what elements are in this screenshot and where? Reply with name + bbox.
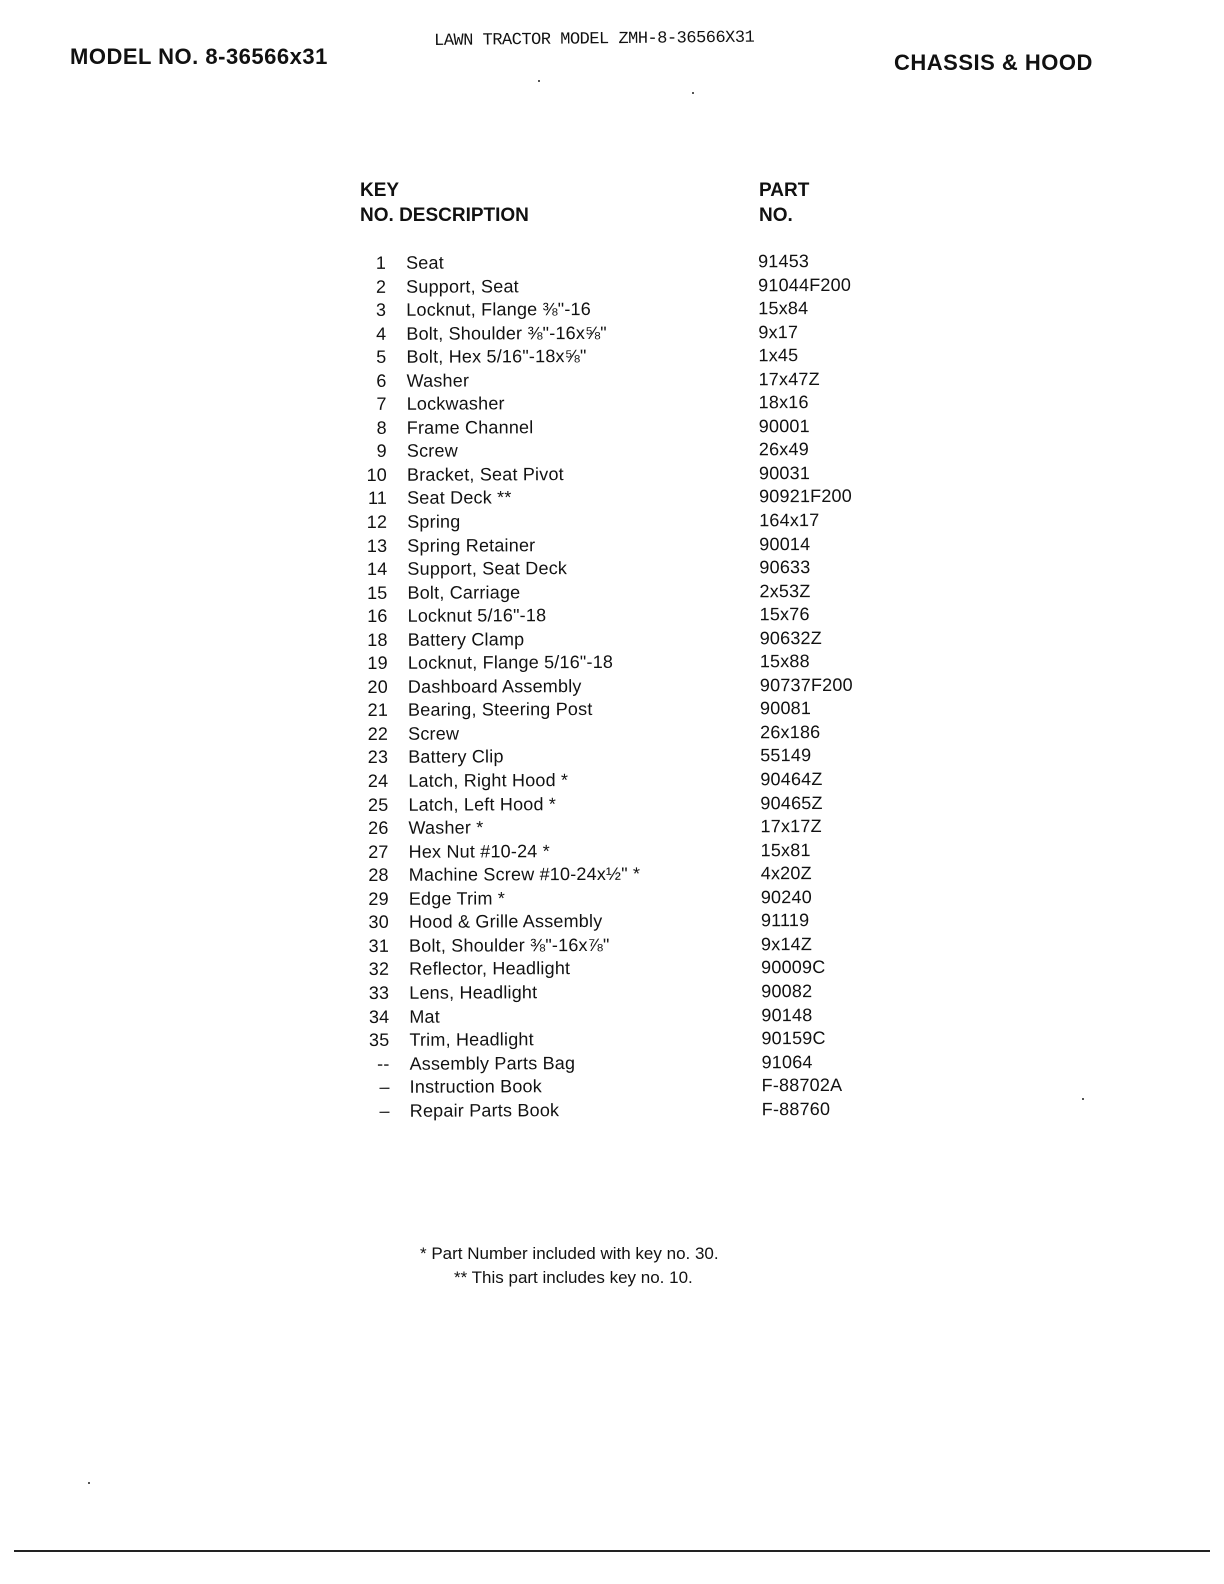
table-row <box>361 838 921 864</box>
part-number: 90001 <box>758 415 810 437</box>
part-number: 15x81 <box>760 839 811 860</box>
part-number: 90240 <box>760 886 812 908</box>
table-row <box>359 579 919 605</box>
part-number: 15x88 <box>759 651 810 672</box>
part-number: 90632Z <box>759 627 822 649</box>
part-number: 26x49 <box>758 439 809 460</box>
table-row <box>362 1097 922 1123</box>
part-description: Reflector, Headlight <box>409 958 571 980</box>
part-number: 90082 <box>761 980 813 1002</box>
part-description: Hood & Grille Assembly <box>408 911 603 933</box>
part-description: Seat <box>406 252 444 273</box>
part-number: 1x45 <box>758 345 799 366</box>
part-description: Bracket, Seat Pivot <box>406 464 564 485</box>
part-description: Bearing, Steering Post <box>407 699 593 721</box>
section-title: CHASSIS & HOOD <box>894 50 1093 75</box>
key-number: – <box>379 1077 390 1098</box>
header-part: PART <box>759 180 810 201</box>
part-number: F-88702A <box>761 1075 843 1096</box>
part-number: 90737F200 <box>759 674 853 696</box>
part-description: Bolt, Shoulder ⅜"-16x⅞" <box>408 934 610 956</box>
table-row <box>360 603 920 629</box>
key-number: -- <box>377 1053 390 1074</box>
table-row <box>359 485 919 511</box>
key-number: 6 <box>376 370 387 391</box>
table-row <box>360 697 920 723</box>
key-number: 5 <box>376 347 387 368</box>
part-description: Frame Channel <box>406 417 534 438</box>
part-number: 91453 <box>758 251 810 272</box>
key-number: 34 <box>368 1006 390 1027</box>
tractor-model-stamp: LAWN TRACTOR MODEL ZMH-8-36566X31 <box>434 28 755 51</box>
part-number: 9x14Z <box>760 933 813 955</box>
part-description: Washer * <box>408 817 484 838</box>
part-number: 90009C <box>761 957 826 978</box>
key-number: 19 <box>367 653 388 674</box>
table-row <box>362 1074 922 1100</box>
part-number: 55149 <box>760 745 812 766</box>
part-number: 90031 <box>758 462 811 484</box>
table-row <box>360 791 920 817</box>
table-row <box>360 815 920 841</box>
table-row <box>359 556 919 582</box>
part-number: 91119 <box>760 910 810 931</box>
table-row <box>360 768 920 794</box>
key-number: 18 <box>367 629 388 650</box>
part-description: Assembly Parts Bag <box>409 1052 576 1074</box>
part-number: 18x16 <box>758 392 809 413</box>
part-number: 90159C <box>761 1028 826 1049</box>
key-number: 15 <box>367 582 388 603</box>
part-description: Edge Trim * <box>408 888 506 909</box>
part-number: F-88760 <box>761 1098 831 1119</box>
model-number: MODEL NO. 8-36566x31 <box>70 44 328 69</box>
part-description: Trim, Headlight <box>409 1029 534 1050</box>
part-number: 15x84 <box>758 298 809 319</box>
key-number: 13 <box>366 535 388 556</box>
part-description: Screw <box>406 440 458 462</box>
part-description: Support, Seat <box>406 275 519 297</box>
table-row <box>359 461 919 487</box>
table-row <box>360 744 920 770</box>
key-number: 8 <box>376 417 387 438</box>
key-number: 29 <box>368 888 389 909</box>
key-number: 2 <box>375 276 387 297</box>
part-number: 90014 <box>759 533 811 554</box>
footnote-single-star: * Part Number included with key no. 30. <box>420 1244 719 1263</box>
key-number: 24 <box>367 770 389 791</box>
scan-speck <box>1082 1098 1084 1100</box>
table-row <box>361 1003 921 1029</box>
header-description-label: DESCRIPTION <box>399 205 529 226</box>
key-number: 22 <box>367 723 389 744</box>
part-description: Repair Parts Book <box>409 1099 560 1121</box>
part-number: 90465Z <box>760 792 823 813</box>
table-row <box>361 862 921 888</box>
part-description: Machine Screw #10-24x½" * <box>408 863 641 886</box>
part-number: 90633 <box>759 557 811 578</box>
header-description <box>360 203 529 229</box>
part-description: Spring <box>407 511 461 532</box>
table-row <box>361 909 921 935</box>
scan-speck <box>538 80 540 82</box>
table-row <box>359 438 919 464</box>
table-row <box>358 320 918 346</box>
part-description: Washer <box>406 370 470 391</box>
part-number: 26x186 <box>760 721 821 743</box>
key-number: 7 <box>376 394 387 415</box>
key-number: 12 <box>366 511 388 532</box>
table-row <box>358 250 918 276</box>
part-description: Lens, Headlight <box>409 982 538 1003</box>
table-row <box>361 932 921 958</box>
key-number: 3 <box>375 299 387 321</box>
part-description: Hex Nut #10-24 * <box>408 840 550 862</box>
part-number: 90148 <box>761 1004 813 1025</box>
key-number: 26 <box>368 817 389 839</box>
key-number: 4 <box>376 323 387 344</box>
part-number: 90464Z <box>760 769 823 790</box>
part-number: 2x53Z <box>759 580 811 601</box>
table-row <box>359 509 919 535</box>
part-number: 164x17 <box>759 510 820 531</box>
key-number: 10 <box>366 464 388 485</box>
part-description: Support, Seat Deck <box>407 558 568 579</box>
part-description: Screw <box>408 723 460 744</box>
key-number: 14 <box>366 558 388 580</box>
table-row <box>361 885 921 911</box>
part-description: Bolt, Carriage <box>407 581 521 603</box>
key-number: – <box>379 1100 390 1121</box>
key-number: 35 <box>368 1029 390 1051</box>
key-number: 25 <box>367 794 389 815</box>
part-description: Latch, Left Hood * <box>408 793 557 815</box>
footnotes <box>420 1242 719 1290</box>
part-description: Bolt, Shoulder ⅜"-16x⅝" <box>406 322 607 344</box>
part-number: 17x17Z <box>760 816 822 837</box>
key-number: 9 <box>376 441 387 462</box>
part-number: 90921F200 <box>759 486 853 507</box>
parts-list <box>358 250 922 1124</box>
table-row <box>360 626 920 652</box>
part-description: Dashboard Assembly <box>407 675 582 697</box>
part-description: Locknut 5/16"-18 <box>407 605 547 626</box>
table-row <box>358 273 918 299</box>
part-description: Latch, Right Hood * <box>408 770 569 791</box>
header-key: KEY <box>360 180 400 201</box>
table-row <box>359 367 919 393</box>
table-row <box>361 980 921 1006</box>
key-number: 27 <box>368 841 389 862</box>
part-number: 91044F200 <box>758 274 852 295</box>
table-row <box>360 720 920 746</box>
part-number: 4x20Z <box>760 863 812 884</box>
part-description: Locknut, Flange ⅜"-16 <box>406 299 591 320</box>
part-description: Battery Clip <box>408 746 504 768</box>
key-number: 32 <box>368 959 390 980</box>
part-number: 9x17 <box>758 321 799 342</box>
table-row <box>361 1050 921 1076</box>
part-number: 15x76 <box>759 604 810 625</box>
part-number: 91064 <box>761 1051 813 1072</box>
part-description: Lockwasher <box>406 393 505 415</box>
key-number: 23 <box>367 747 389 768</box>
key-number: 20 <box>367 676 388 697</box>
part-description: Battery Clamp <box>407 629 525 650</box>
part-description: Spring Retainer <box>407 534 536 556</box>
part-description: Mat <box>409 1006 440 1027</box>
key-number: 1 <box>375 252 387 273</box>
key-number: 30 <box>368 912 389 933</box>
key-number: 33 <box>368 982 390 1003</box>
table-row <box>358 297 918 323</box>
key-number: 28 <box>368 865 389 886</box>
header-part-no: NO. <box>759 205 793 226</box>
table-row <box>361 956 921 982</box>
key-number: 11 <box>367 488 388 509</box>
key-number: 31 <box>368 935 390 956</box>
table-row <box>359 532 919 558</box>
table-row <box>359 414 919 440</box>
part-description: Locknut, Flange 5/16"-18 <box>407 652 614 674</box>
key-number: 16 <box>367 606 388 627</box>
scan-speck <box>692 92 694 94</box>
header-no: NO. <box>360 205 394 226</box>
part-number: 90081 <box>759 698 812 719</box>
part-description: Seat Deck ** <box>407 487 512 509</box>
table-row <box>358 344 918 370</box>
part-number: 17x47Z <box>758 368 820 389</box>
table-row <box>360 673 920 699</box>
key-number: 21 <box>367 700 389 721</box>
bottom-rule <box>14 1550 1210 1552</box>
table-row <box>361 1027 921 1053</box>
footnote-double-star: ** This part includes key no. 10. <box>454 1268 693 1287</box>
table-row <box>359 391 919 417</box>
table-row <box>360 650 920 676</box>
scan-speck <box>88 1482 90 1484</box>
part-description: Instruction Book <box>409 1076 542 1097</box>
part-description: Bolt, Hex 5/16"-18x⅝" <box>406 346 587 367</box>
